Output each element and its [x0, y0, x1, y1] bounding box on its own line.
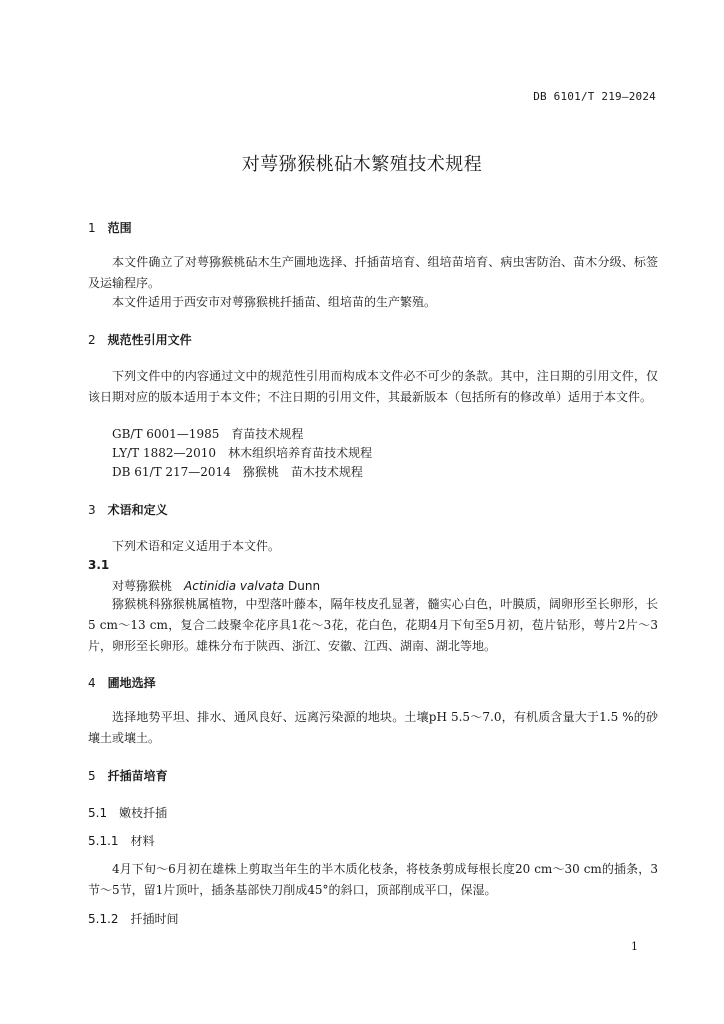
section-title: 术语和定义 — [107, 503, 168, 517]
section-heading-3 — [88, 501, 168, 518]
section-title: 规范性引用文件 — [107, 333, 192, 347]
subsection-heading-5-1-1 — [88, 832, 155, 849]
subsection-number: 5.1 — [88, 806, 108, 820]
section-number: 2 — [88, 333, 96, 347]
section-number: 3 — [88, 503, 96, 517]
reference-item: GB/T 6001—1985 育苗技术规程 — [112, 427, 304, 441]
term-number: 3.1 — [88, 558, 110, 572]
reference-item: LY/T 1882—2010 林木组织培养育苗技术规程 — [112, 446, 373, 460]
section-heading-2 — [88, 331, 192, 348]
section-number: 4 — [88, 676, 96, 690]
subsection-title: 材料 — [130, 834, 155, 848]
paragraph: 本文件适用于西安市对萼猕猴桃扦插苗、组培苗的生产繁殖。 — [112, 295, 437, 309]
term-name: 对萼猕猴桃 — [112, 579, 173, 593]
section-heading-4 — [88, 674, 156, 691]
section-title: 圃地选择 — [107, 676, 156, 690]
subsection-number: 5.1.1 — [88, 834, 119, 848]
term-definition: 猕猴桃科猕猴桃属植物，中型落叶藤本，隔年枝皮孔显著，髓实心白色，叶膜质，阔卵形至长卵形，长5 cm～13 cm，复合二歧聚伞花序具1花～3花，花白色，花期4月下旬至5月初，苞片钻形，萼片2片～3片，卵形至长卵形。雄株分布于陕西、浙江、安徽、江西、湖南、湖北等地。 — [88, 597, 658, 653]
paragraph: 本文件确立了对萼猕猴桃砧木生产圃地选择、扦插苗培育、组培苗培育、病虫害防治、苗木分级、标签及运输程序。 — [88, 255, 658, 290]
section-heading-5 — [88, 767, 168, 784]
section-title: 范围 — [107, 221, 132, 235]
standard-code: DB 6101/T 219—2024 — [533, 90, 656, 103]
subsection-title: 扦插时间 — [130, 912, 179, 926]
paragraph: 选择地势平坦、排水、通风良好、远离污染源的地块。土壤pH 5.5～7.0，有机质含量大于1.5 %的砂壤土或壤土。 — [88, 710, 658, 745]
term-latin-name: Actinidia valvata — [184, 579, 285, 593]
section-number: 1 — [88, 221, 96, 235]
paragraph: 4月下旬～6月初在雄株上剪取当年生的半木质化枝条，将枝条剪成每根长度20 cm～30 cm的插条，3节～5节，留1片顶叶，插条基部快刀削成45°的斜口，顶部削成平口，保湿。 — [88, 862, 658, 897]
subsection-number: 5.1.2 — [88, 912, 119, 926]
page-number: 1 — [631, 940, 638, 953]
paragraph: 下列文件中的内容通过文中的规范性引用而构成本文件必不可少的条款。其中，注日期的引用文件，仅该日期对应的版本适用于本文件；不注日期的引用文件，其最新版本（包括所有的修改单）适用于本文件。 — [88, 369, 658, 404]
term-author: Dunn — [284, 579, 321, 593]
term-entry — [112, 577, 320, 594]
section-number: 5 — [88, 769, 96, 783]
section-title: 扦插苗培育 — [107, 769, 168, 783]
paragraph: 下列术语和定义适用于本文件。 — [112, 539, 281, 553]
section-heading-1 — [88, 219, 132, 236]
subsection-heading-5-1-2 — [88, 910, 179, 927]
subsection-title: 嫩枝扦插 — [119, 806, 168, 820]
page-title: 对萼猕猴桃砧木繁殖技术规程 — [241, 154, 483, 175]
subsection-heading-5-1 — [88, 804, 167, 821]
reference-item: DB 61/T 217—2014 猕猴桃 苗木技术规程 — [112, 465, 363, 479]
